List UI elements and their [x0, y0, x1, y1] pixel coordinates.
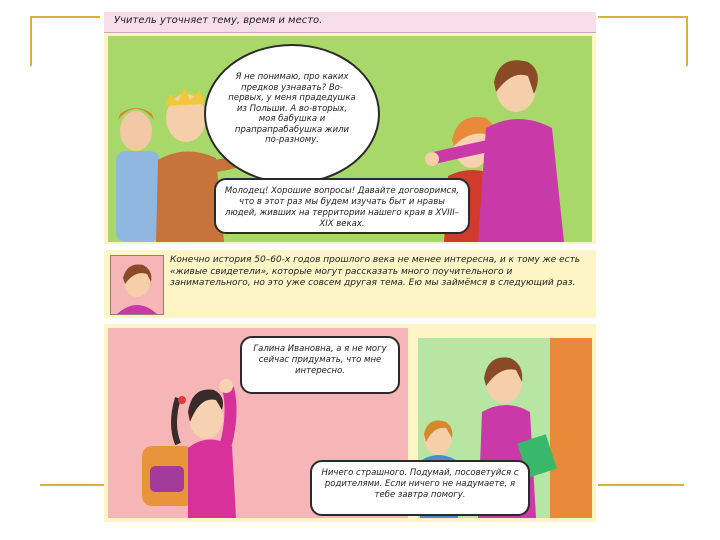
frame-line-left	[30, 16, 32, 66]
comic-panel-1	[104, 12, 596, 244]
teacher-speech-text: Молодец! Хорошие вопросы! Давайте договоримся, что в этот раз мы будем изучать быт и нравы людей, живших на территории нашего края в XVIII–XIX веках.	[224, 186, 460, 229]
frame-line-top-left	[30, 16, 100, 18]
narrator-portrait	[110, 255, 164, 315]
girl3-ponytail	[174, 398, 178, 444]
frame-line-bottom-left	[40, 484, 108, 486]
teacher3-speech-bubble	[310, 460, 530, 516]
boy-speech-bubble	[204, 44, 380, 184]
teacher-dress	[478, 119, 564, 242]
header-caption-bar	[104, 12, 596, 33]
girl-speech-bubble	[240, 336, 400, 394]
door	[550, 338, 592, 518]
back-boy-shirt	[116, 151, 160, 242]
boy-speech-text: Я не понимаю, про каких предков узнавать? Во-первых, у меня прадедушка из Польши. А во-вторых, моя бабушка и прапрапрабабушка жили по-разному.	[228, 72, 356, 145]
frame-line-right	[686, 16, 688, 66]
frame-line-top-right	[598, 16, 686, 18]
back-boy-head	[120, 111, 152, 151]
frame-line-bottom-right	[598, 484, 684, 486]
teacher3-speech-text: Ничего страшного. Подумай, посоветуйся с родителями. Если ничего не надумаете, я тебе завтра помогу.	[321, 468, 519, 500]
comic-panel-3	[104, 324, 596, 522]
girl-blouse	[188, 439, 236, 518]
teacher-hand	[425, 152, 439, 166]
header-caption: Учитель уточняет тему, время и место.	[114, 15, 323, 26]
narration-text: Конечно история 50–60-х годов прошлого века не менее интересна, и к тому же есть «живые свидетели», которые могут рассказать много поучительного и занимательного, но это уже совсем другая тема. Ею мы займёмся в следующий раз.	[170, 255, 581, 288]
girl-raised-hand	[219, 379, 233, 393]
girl-speech-text: Галина Ивановна, а я не могу сейчас придумать, что мне интересно.	[253, 344, 387, 376]
comic-panel-2	[104, 250, 596, 318]
teacher-speech-bubble	[214, 178, 470, 234]
